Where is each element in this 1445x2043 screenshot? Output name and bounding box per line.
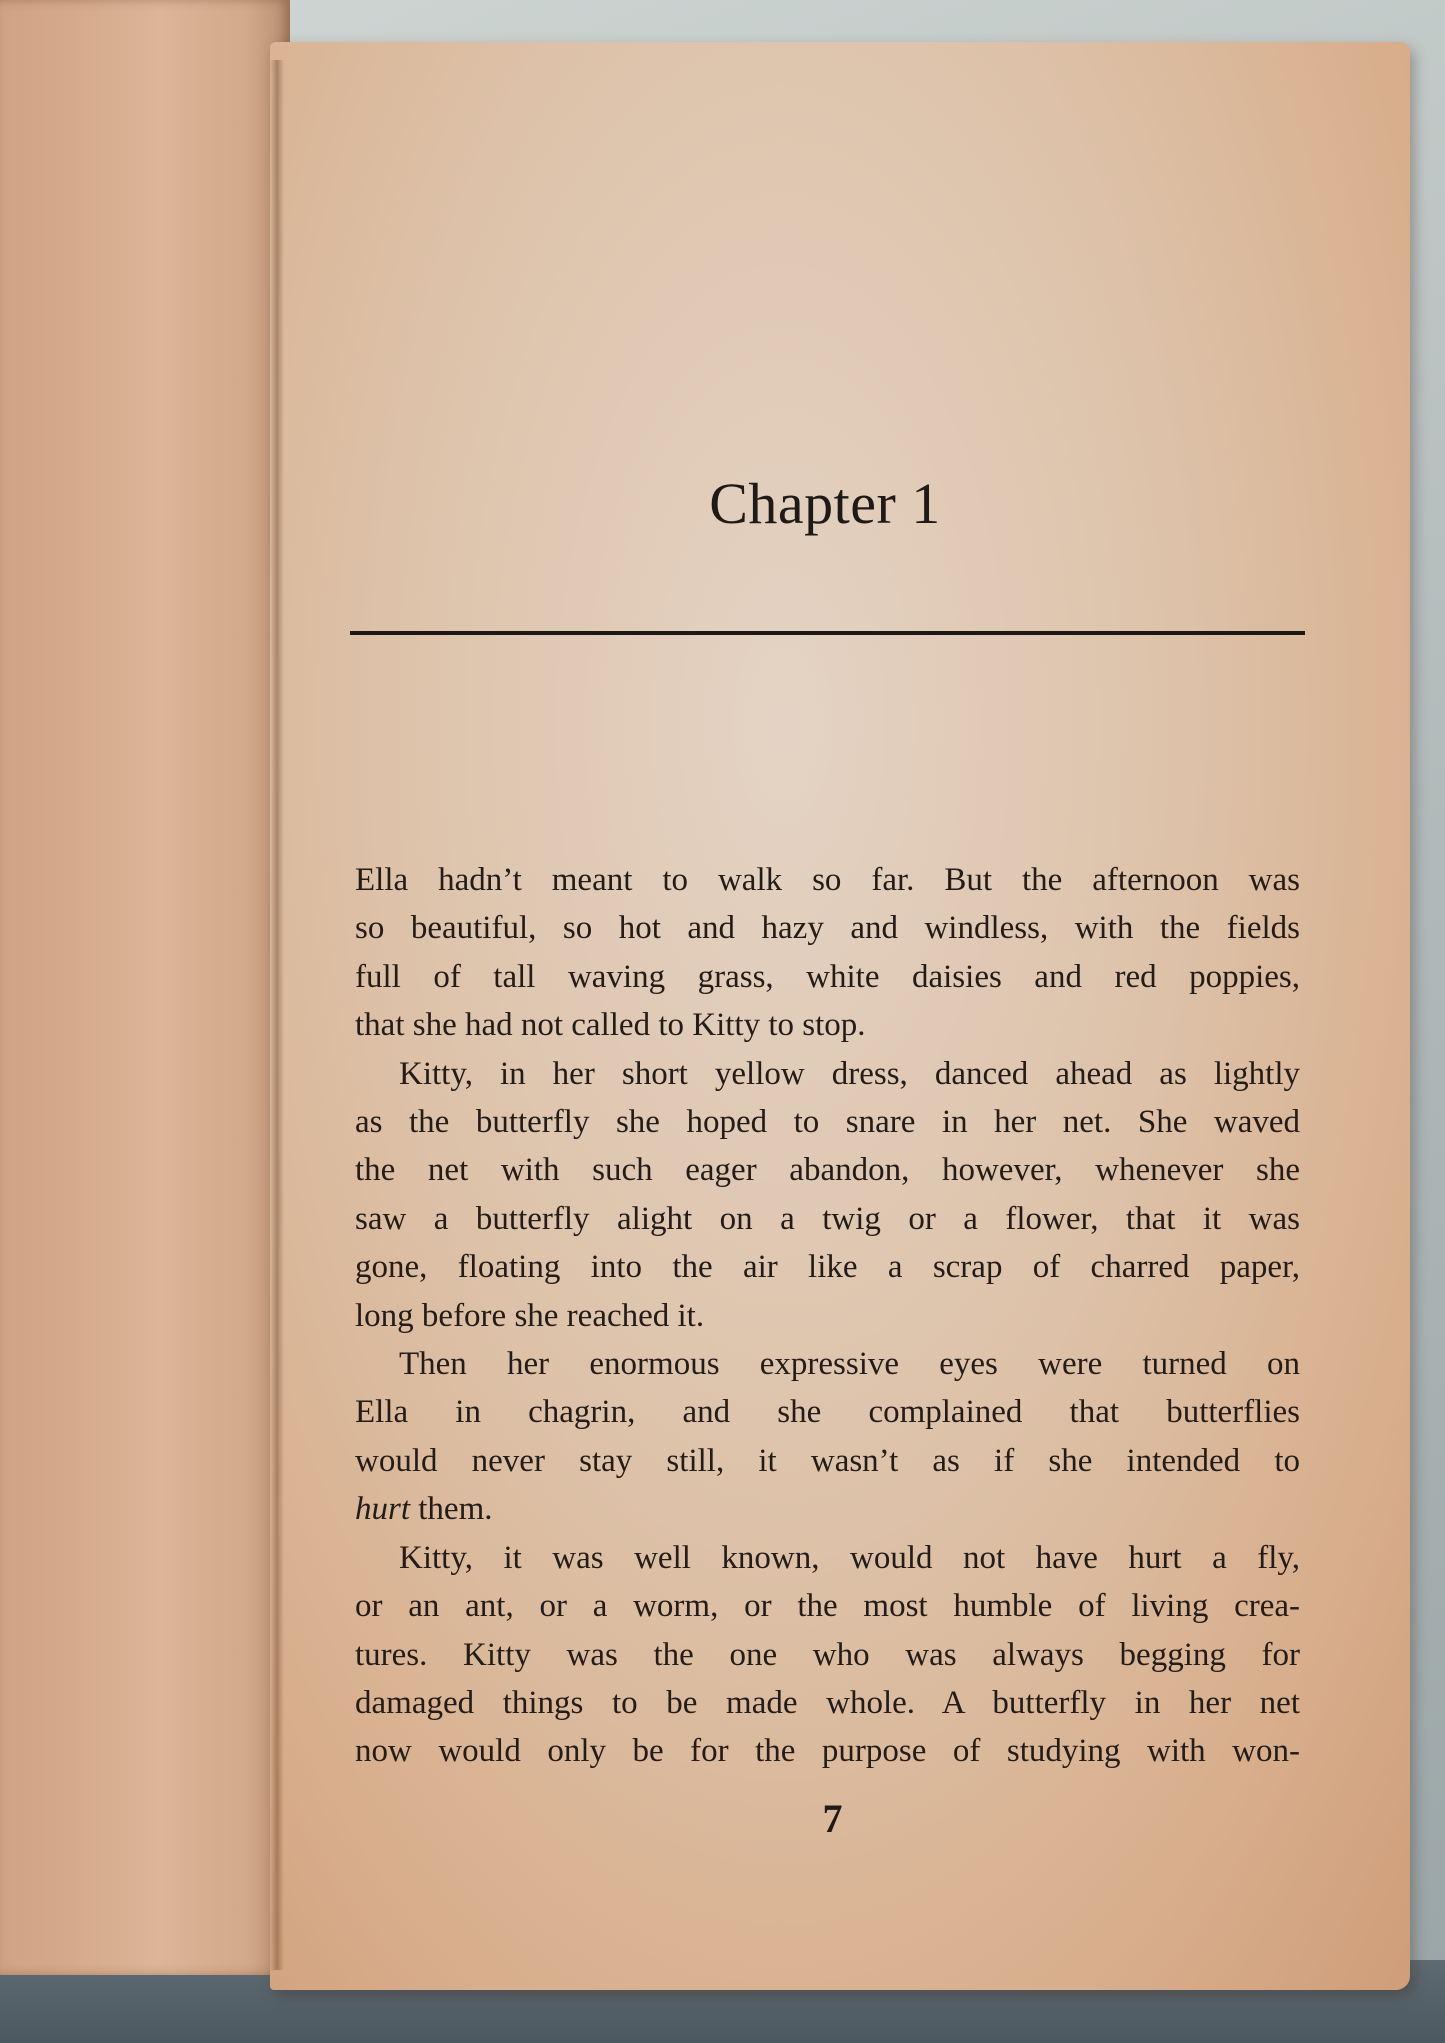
page-number: 7 xyxy=(822,1796,843,1841)
left-page xyxy=(0,0,290,1975)
body-text xyxy=(355,856,1300,1776)
text-line: damaged things to be made whole. A butterfly in her net xyxy=(355,1684,1300,1721)
text-line: the net with such eager abandon, however, whenever she xyxy=(355,1152,1300,1189)
text-line: saw a butterfly alight on a twig or a flower, that it was xyxy=(355,1200,1300,1237)
text-fragment: them. xyxy=(410,1491,493,1528)
text-line: as the butterfly she hoped to snare in her net. She waved xyxy=(355,1104,1300,1141)
emphasis-word: hurt xyxy=(355,1491,411,1528)
book-gutter xyxy=(270,60,284,1970)
text-line: or an ant, or a worm, or the most humble of living crea- xyxy=(355,1588,1300,1625)
text-line: Ella in chagrin, and she complained that butterflies xyxy=(355,1394,1300,1431)
text-line: Kitty, in her short yellow dress, danced ahead as lightly xyxy=(399,1055,1300,1092)
text-line: Kitty, it was well known, would not have hurt a fly, xyxy=(399,1539,1300,1576)
text-line: Ella hadn’t meant to walk so far. But the afternoon was xyxy=(355,862,1300,898)
text-line: gone, floating into the air like a scrap of charred paper, xyxy=(355,1249,1300,1286)
chapter-rule xyxy=(350,631,1305,635)
text-line: Then her enormous expressive eyes were turned on xyxy=(399,1346,1300,1383)
text-line: full of tall waving grass, white daisies and red poppies, xyxy=(355,958,1300,995)
text-line xyxy=(355,1485,1300,1533)
text-line: so beautiful, so hot and hazy and windless, with the fields xyxy=(355,910,1300,947)
chapter-title: Chapter 1 xyxy=(709,471,941,536)
text-line: tures. Kitty was the one who was always begging for xyxy=(355,1636,1300,1673)
text-line: that she had not called to Kitty to stop. xyxy=(355,1007,866,1044)
text-line: would never stay still, it wasn’t as if she intended to xyxy=(355,1442,1300,1479)
text-line: now would only be for the purpose of studying with won- xyxy=(355,1733,1300,1770)
text-line: long before she reached it. xyxy=(355,1297,705,1334)
